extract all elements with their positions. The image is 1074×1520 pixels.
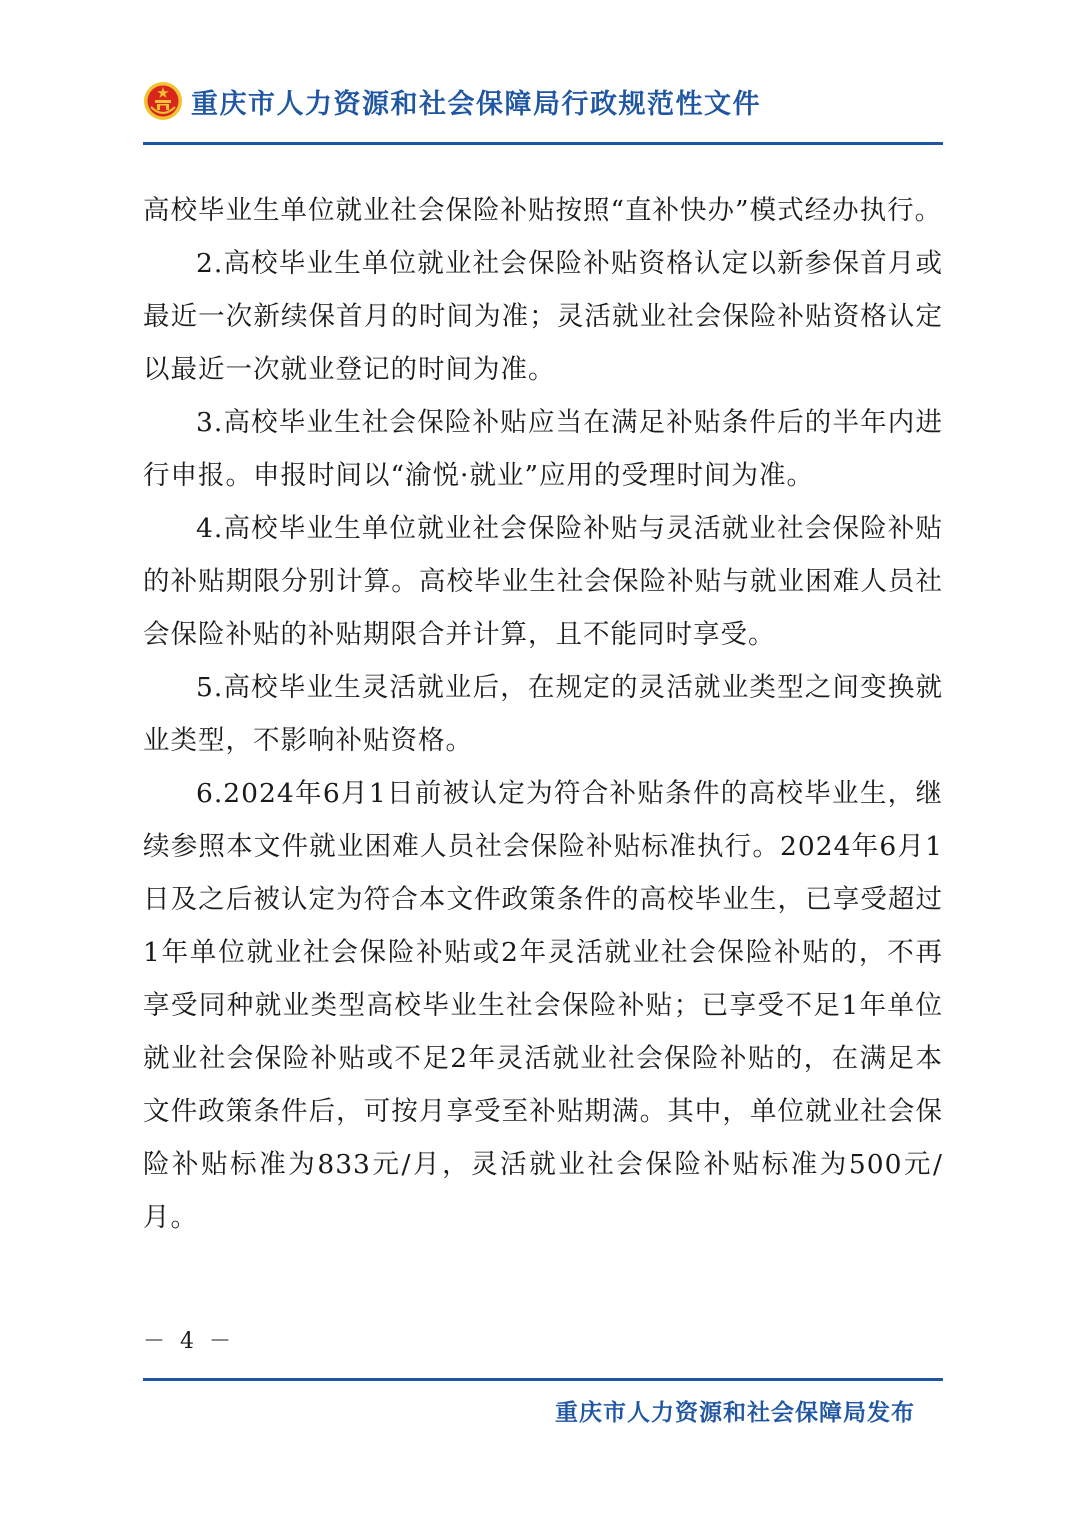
- document-header: [143, 78, 943, 124]
- document-body: [143, 184, 943, 1244]
- national-emblem-icon: [143, 81, 183, 121]
- paragraph-item-4: 4.高校毕业生单位就业社会保险补贴与灵活就业社会保险补贴的补贴期限分别计算。高校毕业生社会保险补贴与就业困难人员社会保险补贴的补贴期限合并计算，且不能同时享受。: [143, 513, 943, 650]
- paragraph-item-5: 5.高校毕业生灵活就业后，在规定的灵活就业类型之间变换就业类型，不影响补贴资格。: [143, 672, 943, 756]
- page-number: － 4 －: [143, 1329, 235, 1354]
- paragraph-continuation: 高校毕业生单位就业社会保险补贴按照“直补快办”模式经办执行。: [143, 195, 943, 226]
- footer-divider: [143, 1378, 943, 1381]
- paragraph-item-3: 3.高校毕业生社会保险补贴应当在满足补贴条件后的半年内进行申报。申报时间以“渝悦·就业”应用的受理时间为准。: [143, 407, 943, 491]
- paragraph-item-2: 2.高校毕业生单位就业社会保险补贴资格认定以新参保首月或最近一次新续保首月的时间为准；灵活就业社会保险补贴资格认定以最近一次就业登记的时间为准。: [143, 248, 943, 385]
- footer-publisher: 重庆市人力资源和社会保障局发布: [555, 1400, 915, 1426]
- header-divider: [143, 142, 943, 145]
- paragraph-item-6: 6.2024年6月1日前被认定为符合补贴条件的高校毕业生，继续参照本文件就业困难人员社会保险补贴标准执行。2024年6月1日及之后被认定为符合本文件政策条件的高校毕业生，已享受超过1年单位就业社会保险补贴或2年灵活就业社会保险补贴的，不再享受同种就业类型高校毕业生社会保险补贴；已享受不足1年单位就业社会保险补贴或不足2年灵活就业社会保险补贴的，在满足本文件政策条件后，可按月享受至补贴期满。其中，单位就业社会保险补贴标准为833元/月，灵活就业社会保险补贴标准为500元/月。: [143, 778, 943, 1233]
- header-title: 重庆市人力资源和社会保障局行政规范性文件: [191, 88, 761, 120]
